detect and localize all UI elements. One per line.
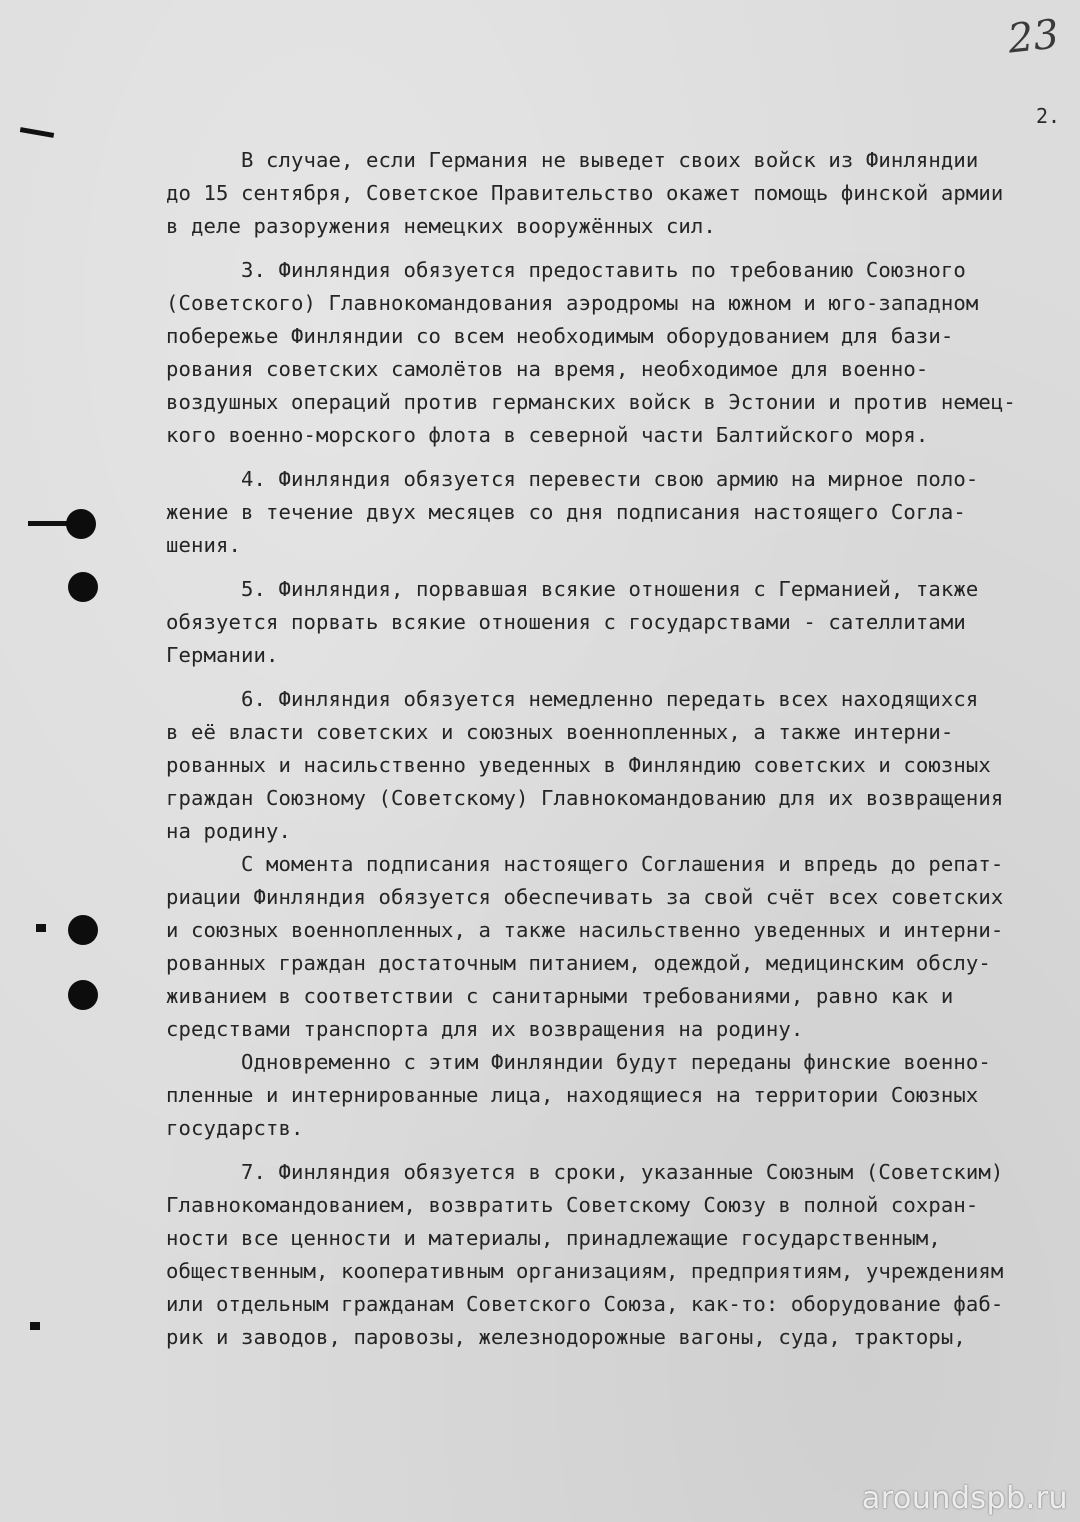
text-line: средствами транспорта для их возвращения на родину. bbox=[166, 1017, 804, 1041]
text-line: до 15 сентября, Советское Правительство окажет помощь финской армии bbox=[166, 181, 1004, 205]
text-line: 5. Финляндия, порвавшая всякие отношения с Германией, также bbox=[166, 577, 979, 601]
text-line: на родину. bbox=[166, 819, 291, 843]
margin-mark bbox=[36, 924, 46, 932]
text-line: общественным, кооперативным организациям, предприятиям, учреждениям bbox=[166, 1259, 1004, 1283]
page-number: 2. bbox=[1036, 104, 1061, 128]
text-line: (Советского) Главнокомандования аэродромы на южном и юго-западном bbox=[166, 291, 979, 315]
site-watermark: aroundspb.ru bbox=[861, 1481, 1068, 1516]
text-line: или отдельным гражданам Советского Союза, как-то: оборудование фаб- bbox=[166, 1292, 1004, 1316]
paragraph-article-7 bbox=[166, 1156, 1066, 1354]
text-line: С момента подписания настоящего Соглашения и впредь до репат- bbox=[166, 852, 1004, 876]
text-line: побережье Финляндии со всем необходимым оборудованием для бази- bbox=[166, 324, 954, 348]
margin-mark bbox=[30, 1322, 40, 1330]
text-line: Главнокомандованием, возвратить Советскому Союзу в полной сохран- bbox=[166, 1193, 979, 1217]
text-line: 7. Финляндия обязуется в сроки, указанные Союзным (Советским) bbox=[166, 1160, 1004, 1184]
text-line: шения. bbox=[166, 533, 241, 557]
margin-mark bbox=[20, 127, 54, 138]
text-line: Одновременно с этим Финляндии будут переданы финские военно- bbox=[166, 1050, 991, 1074]
text-line: рованных граждан достаточным питанием, одеждой, медицинским обслу- bbox=[166, 951, 991, 975]
text-line: пленные и интернированные лица, находящиеся на территории Союзных bbox=[166, 1083, 979, 1107]
paragraph-article-3 bbox=[166, 254, 1066, 452]
text-line: граждан Союзному (Советскому) Главнокомандованию для их возвращения bbox=[166, 786, 1004, 810]
archive-folio-number: 23 bbox=[1005, 11, 1062, 63]
text-line: В случае, если Германия не выведет своих войск из Финляндии bbox=[166, 148, 979, 172]
text-line: государств. bbox=[166, 1116, 304, 1140]
paragraph-article-4 bbox=[166, 463, 1066, 562]
punch-hole bbox=[68, 980, 98, 1010]
text-line: рик и заводов, паровозы, железнодорожные вагоны, суда, тракторы, bbox=[166, 1325, 966, 1349]
text-line: рования советских самолётов на время, необходимое для военно- bbox=[166, 357, 929, 381]
text-line: ности все ценности и материалы, принадлежащие государственным, bbox=[166, 1226, 941, 1250]
text-line: в её власти советских и союзных военнопленных, а также интерни- bbox=[166, 720, 954, 744]
text-line: кого военно-морского флота в северной части Балтийского моря. bbox=[166, 423, 929, 447]
text-line: риации Финляндия обязуется обеспечивать за свой счёт всех советских bbox=[166, 885, 1004, 909]
document-body bbox=[166, 144, 1066, 1354]
paragraph-article-6 bbox=[166, 683, 1066, 1145]
text-line: Германии. bbox=[166, 643, 279, 667]
punch-hole bbox=[68, 915, 98, 945]
text-line: обязуется порвать всякие отношения с государствами - сателлитами bbox=[166, 610, 966, 634]
punch-hole bbox=[68, 572, 98, 602]
text-line: рованных и насильственно уведенных в Финляндию советских и союзных bbox=[166, 753, 991, 777]
text-line: живанием в соответствии с санитарными требованиями, равно как и bbox=[166, 984, 954, 1008]
punch-hole bbox=[66, 509, 96, 539]
text-line: и союзных военнопленных, а также насильственно уведенных и интерни- bbox=[166, 918, 1004, 942]
paragraph-withdrawal bbox=[166, 144, 1066, 243]
paragraph-article-5 bbox=[166, 573, 1066, 672]
text-line: воздушных операций против германских войск в Эстонии и против немец- bbox=[166, 390, 1016, 414]
text-line: жение в течение двух месяцев со дня подписания настоящего Согла- bbox=[166, 500, 966, 524]
text-line: 4. Финляндия обязуется перевести свою армию на мирное поло- bbox=[166, 467, 979, 491]
text-line: 6. Финляндия обязуется немедленно передать всех находящихся bbox=[166, 687, 979, 711]
text-line: в деле разоружения немецких вооружённых сил. bbox=[166, 214, 716, 238]
text-line: 3. Финляндия обязуется предоставить по требованию Союзного bbox=[166, 258, 966, 282]
